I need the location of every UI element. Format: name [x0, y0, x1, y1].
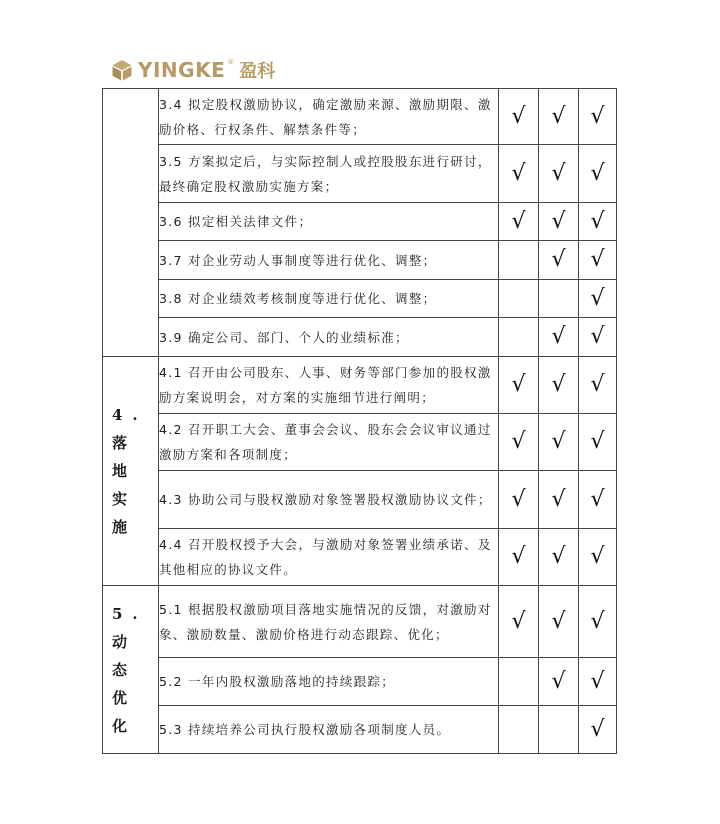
check-cell	[579, 471, 617, 529]
check-cell	[499, 529, 539, 586]
task-description: 5.3 持续培养公司执行股权激励各项制度人员。	[159, 706, 499, 754]
task-description: 4.4 召开股权授予大会，与激励对象签署业绩承诺、及其他相应的协议文件。	[159, 529, 499, 586]
check-cell	[499, 280, 539, 318]
checkmark-icon: √	[551, 668, 566, 694]
check-cell	[499, 318, 539, 357]
check-cell	[539, 658, 579, 706]
table-row	[103, 414, 617, 471]
check-cell	[539, 318, 579, 357]
check-cell	[499, 357, 539, 414]
check-cell	[499, 89, 539, 145]
checkmark-icon: √	[590, 429, 605, 454]
check-cell	[539, 203, 579, 241]
table-row	[103, 318, 617, 357]
check-cell	[539, 529, 579, 586]
table-row	[103, 357, 617, 414]
phase-cell	[103, 357, 159, 586]
check-cell	[499, 586, 539, 658]
checkmark-icon: √	[551, 486, 566, 512]
yingke-logo-icon	[111, 59, 133, 81]
check-cell	[499, 241, 539, 280]
task-description: 5.2 一年内股权激励落地的持续跟踪；	[159, 658, 499, 706]
check-cell	[499, 471, 539, 529]
table-row	[103, 706, 617, 754]
checkmark-icon: √	[551, 608, 566, 634]
table-row	[103, 658, 617, 706]
check-cell	[499, 203, 539, 241]
task-description: 3.5 方案拟定后，与实际控制人或控股股东进行研讨，最终确定股权激励实施方案；	[159, 145, 499, 203]
checkmark-icon: √	[511, 160, 526, 186]
brand-logo	[111, 58, 275, 82]
check-cell	[579, 280, 617, 318]
check-cell	[539, 241, 579, 280]
checkmark-icon: √	[551, 324, 566, 349]
task-description: 4.2 召开职工大会、董事会会议、股东会会议审议通过激励方案和各项制度；	[159, 414, 499, 471]
checkmark-icon: √	[590, 544, 605, 569]
checkmark-icon: √	[551, 103, 566, 129]
check-cell	[539, 145, 579, 203]
brand-name-cn: 盈科	[239, 61, 276, 82]
table-row	[103, 145, 617, 203]
table-row	[103, 203, 617, 241]
table-body	[103, 89, 617, 754]
checkmark-icon: √	[551, 372, 566, 397]
checkmark-icon: √	[511, 429, 526, 454]
checkmark-icon: √	[590, 716, 605, 742]
task-description: 3.6 拟定相关法律文件；	[159, 203, 499, 241]
check-cell	[539, 706, 579, 754]
check-cell	[539, 586, 579, 658]
check-cell	[499, 658, 539, 706]
checkmark-icon: √	[590, 372, 605, 397]
check-cell	[579, 357, 617, 414]
check-cell	[539, 471, 579, 529]
checkmark-icon: √	[551, 429, 566, 454]
checkmark-icon: √	[511, 372, 526, 397]
checkmark-icon: √	[590, 160, 605, 186]
task-description: 3.7 对企业劳动人事制度等进行优化、调整；	[159, 241, 499, 280]
checkmark-icon: √	[511, 544, 526, 569]
check-cell	[579, 241, 617, 280]
checkmark-icon: √	[590, 103, 605, 129]
check-cell	[579, 89, 617, 145]
checkmark-icon: √	[590, 608, 605, 634]
phase-label: 4. 落地实施	[112, 406, 148, 536]
phase-cell	[103, 586, 159, 754]
check-cell	[579, 203, 617, 241]
table-row	[103, 280, 617, 318]
check-cell	[539, 280, 579, 318]
phase-label: 5. 动态优化	[112, 604, 148, 735]
checkmark-icon: √	[511, 486, 526, 512]
registered-mark: ®	[227, 58, 235, 66]
checkmark-icon: √	[551, 160, 566, 186]
checkmark-icon: √	[511, 208, 526, 234]
checkmark-icon: √	[511, 103, 526, 129]
table-row	[103, 89, 617, 145]
check-cell	[579, 529, 617, 586]
service-plan-table	[102, 88, 617, 754]
check-cell	[579, 145, 617, 203]
check-cell	[579, 318, 617, 357]
check-cell	[579, 586, 617, 658]
check-cell	[579, 706, 617, 754]
check-cell	[499, 145, 539, 203]
checkmark-icon: √	[551, 247, 566, 272]
phase-cell	[103, 89, 159, 357]
checkmark-icon: √	[590, 247, 605, 272]
table-row	[103, 471, 617, 529]
checkmark-icon: √	[590, 285, 605, 311]
checkmark-icon: √	[511, 608, 526, 634]
table-row	[103, 586, 617, 658]
checkmark-icon: √	[590, 486, 605, 512]
task-description: 4.3 协助公司与股权激励对象签署股权激励协议文件；	[159, 471, 499, 529]
table-row	[103, 529, 617, 586]
checkmark-icon: √	[590, 668, 605, 694]
check-cell	[539, 357, 579, 414]
task-description: 5.1 根据股权激励项目落地实施情况的反馈，对激励对象、激励数量、激励价格进行动态跟踪、优化；	[159, 586, 499, 658]
brand-name-en: YINGKE	[138, 58, 226, 82]
table-row	[103, 241, 617, 280]
checkmark-icon: √	[590, 324, 605, 349]
check-cell	[539, 414, 579, 471]
task-description: 4.1 召开由公司股东、人事、财务等部门参加的股权激励方案说明会，对方案的实施细节进行阐明；	[159, 357, 499, 414]
check-cell	[539, 89, 579, 145]
checkmark-icon: √	[551, 544, 566, 569]
check-cell	[579, 414, 617, 471]
check-cell	[579, 658, 617, 706]
task-description: 3.8 对企业绩效考核制度等进行优化、调整；	[159, 280, 499, 318]
checkmark-icon: √	[590, 208, 605, 234]
task-description: 3.4 拟定股权激励协议，确定激励来源、激励期限、激励价格、行权条件、解禁条件等；	[159, 89, 499, 145]
check-cell	[499, 414, 539, 471]
task-description: 3.9 确定公司、部门、个人的业绩标准；	[159, 318, 499, 357]
check-cell	[499, 706, 539, 754]
checkmark-icon: √	[551, 208, 566, 234]
